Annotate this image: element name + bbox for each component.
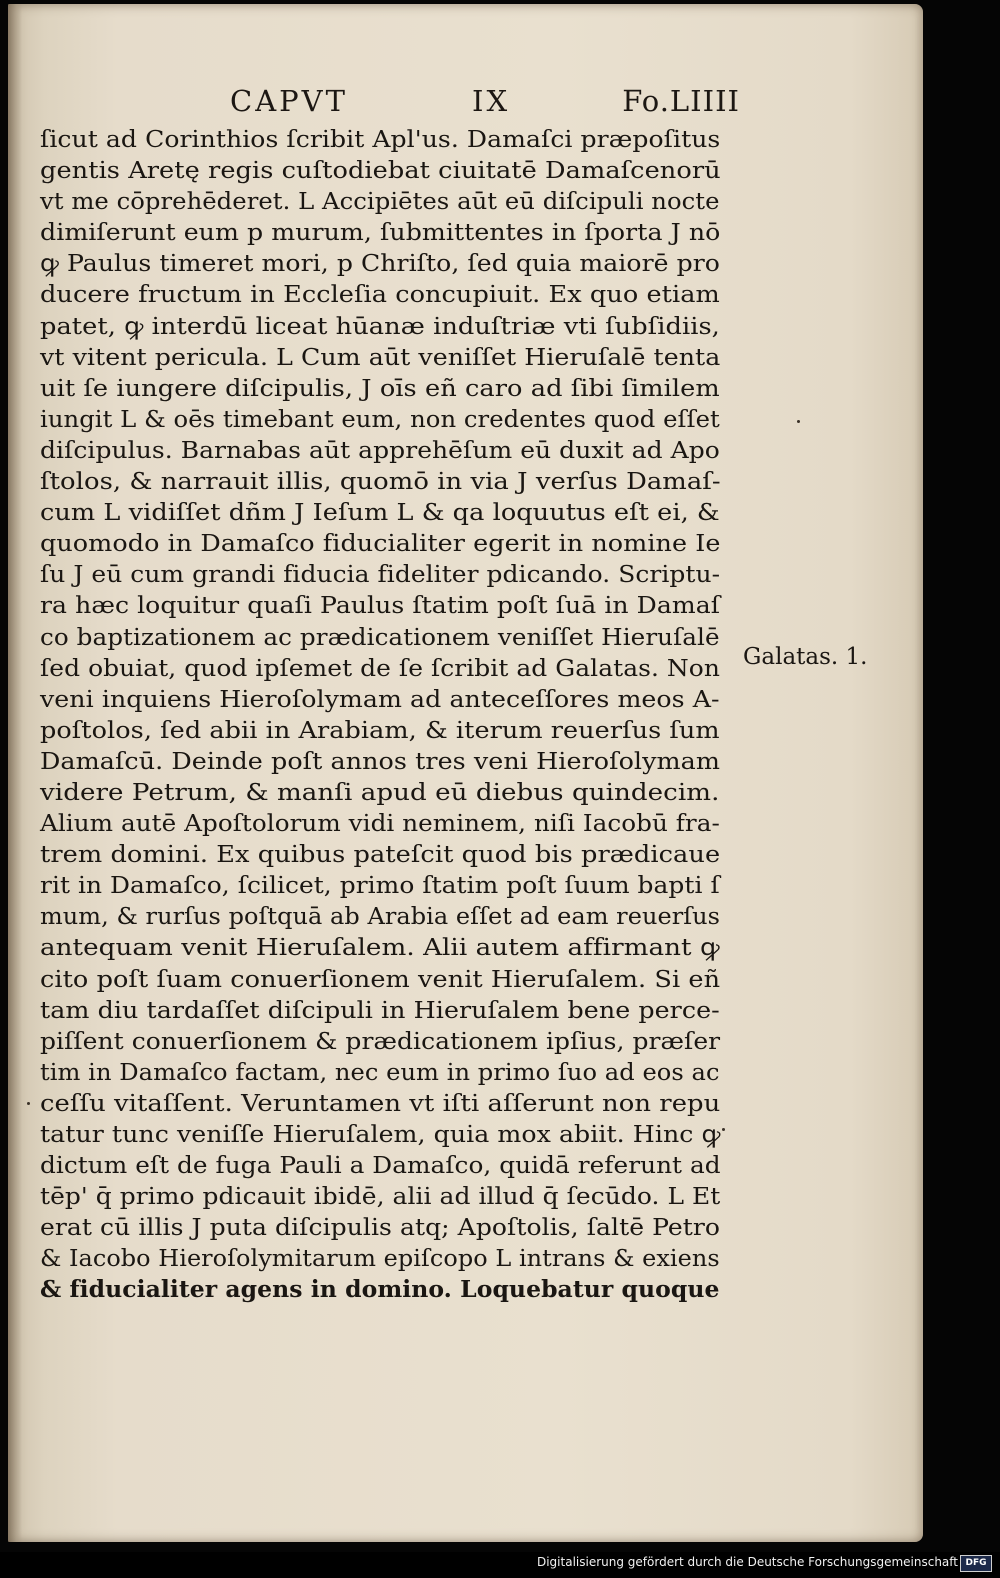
- text-line: trem domini. Ex quibus pateſcit quod bis prædicaue: [40, 840, 721, 869]
- running-head: [230, 84, 740, 124]
- text-line: dimiſerunt eum p murum, ſubmittentes in ſporta J nō: [40, 218, 721, 247]
- text-line: & fiducialiter agens in domino. Loquebatur quoque: [40, 1275, 720, 1304]
- text-line: erat cū illis J puta diſcipulis atq; Apoſtolis, ſaltē Petro: [40, 1213, 721, 1242]
- text-line: Damaſcū. Deinde poſt annos tres veni Hieroſolymam: [40, 746, 720, 775]
- running-head-chapter-number: IX: [472, 84, 511, 118]
- text-line: quomodo in Damaſco fiducialiter egerit in nomine Ie: [40, 529, 721, 558]
- text-line: tim in Damaſco factam, nec eum in primo ſuo ad eos ac: [40, 1057, 720, 1086]
- ink-speck: [797, 420, 800, 423]
- text-line: videre Petrum, & manſi apud eū diebus quindecim.: [40, 777, 720, 806]
- text-line: tēp' q̄ primo pdicauit ibidē, alii ad illud q̄ ſecūdo. L Et: [40, 1182, 721, 1211]
- text-line: poſtolos, ſed abii in Arabiam, & iterum reuerſus ſum: [40, 715, 720, 744]
- text-line: & Iacobo Hieroſolymitarum epiſcopo L intrans & exiens: [40, 1244, 720, 1273]
- text-line: cum L vidiſſet dñm J Ieſum L & qa loquutus eſt ei, &: [40, 498, 720, 527]
- text-line: mum, & rurſus poſtquā ab Arabia eſſet ad eam reuerſus: [40, 902, 721, 931]
- dfg-logo: DFG: [960, 1555, 992, 1572]
- text-line: patet, ꝙ interdū liceat hūanæ induſtriæ vti ſubſidiis,: [40, 311, 720, 340]
- marginal-note: Galatas. 1.: [743, 644, 868, 670]
- text-line: vt me cōprehēderet. L Accipiētes aūt eū diſcipuli nocte: [40, 187, 720, 216]
- text-line: cito poſt ſuam conuerſionem venit Hieruſalem. Si eñ: [40, 964, 721, 993]
- body-text: [40, 124, 720, 1306]
- ink-speck: [27, 1102, 30, 1105]
- text-line: ſed obuiat, quod ipſemet de ſe ſcribit ad Galatas. Non: [40, 653, 720, 682]
- text-line: veni inquiens Hieroſolymam ad anteceſſores meos A-: [40, 684, 720, 713]
- running-head-chapter: CAPVT: [230, 84, 348, 118]
- text-line: co baptizationem ac prædicationem veniſſet Hieruſalē: [40, 622, 720, 651]
- text-line: rit in Damaſco, ſcilicet, primo ſtatim poſt ſuum bapti ſ: [40, 871, 720, 900]
- text-line: dictum eſt de fuga Pauli a Damaſco, quidā referunt ad: [40, 1151, 721, 1180]
- text-line: ꝙ Paulus timeret mori, p Chriſto, ſed quia maiorē pro: [40, 249, 720, 278]
- text-line: ſicut ad Corinthios ſcribit Apl'us. Damaſci præpoſitus: [40, 125, 721, 153]
- text-line: antequam venit Hieruſalem. Alii autem affirmant ꝙ: [40, 933, 720, 962]
- text-line: uit ſe iungere diſcipulis, J oīs eñ caro ad ſibi ſimilem: [40, 373, 720, 402]
- text-line: ceſſu vitaſſent. Veruntamen vt iſti aſſerunt non repu: [40, 1088, 721, 1117]
- text-line: iungit L & oēs timebant eum, non credentes quod eſſet: [40, 404, 720, 433]
- text-line: vt vitent pericula. L Cum aūt veniſſet Hieruſalē tenta: [40, 342, 721, 371]
- text-line: ra hæc loquitur quaſi Paulus ſtatim poſt ſuā in Damaſ: [40, 591, 721, 620]
- text-line: tam diu tardaſſet diſcipuli in Hieruſalem bene perce-: [40, 995, 720, 1024]
- text-line: ſu J eū cum grandi fiducia fideliter pdicando. Scriptu-: [40, 560, 721, 589]
- running-head-folio: Fo.LIIII: [622, 84, 740, 118]
- text-line: Alium autē Apoſtolorum vidi neminem, niſi Iacobū fra-: [40, 809, 720, 838]
- text-line: diſcipulus. Barnabas aūt apprehēſum eū duxit ad Apo: [40, 435, 720, 464]
- text-line: piſſent conuerſionem & prædicationem ipſius, præſer: [40, 1026, 721, 1055]
- binding-shadow: [8, 4, 22, 1542]
- text-line: ducere fructum in Eccleſia concupiuit. Ex quo etiam: [40, 280, 720, 309]
- ink-speck: [722, 1128, 725, 1131]
- digitization-credit: Digitalisierung gefördert durch die Deutsche Forschungsgemeinschaft: [536, 1555, 958, 1569]
- text-line: tatur tunc veniſſe Hieruſalem, quia mox abiit. Hinc ꝙ: [40, 1120, 721, 1148]
- text-line: gentis Aretę regis cuſtodiebat ciuitatē Damaſcenorū: [40, 156, 721, 185]
- text-line: ſtolos, & narrauit illis, quomō in via J verſus Damaſ-: [40, 467, 721, 496]
